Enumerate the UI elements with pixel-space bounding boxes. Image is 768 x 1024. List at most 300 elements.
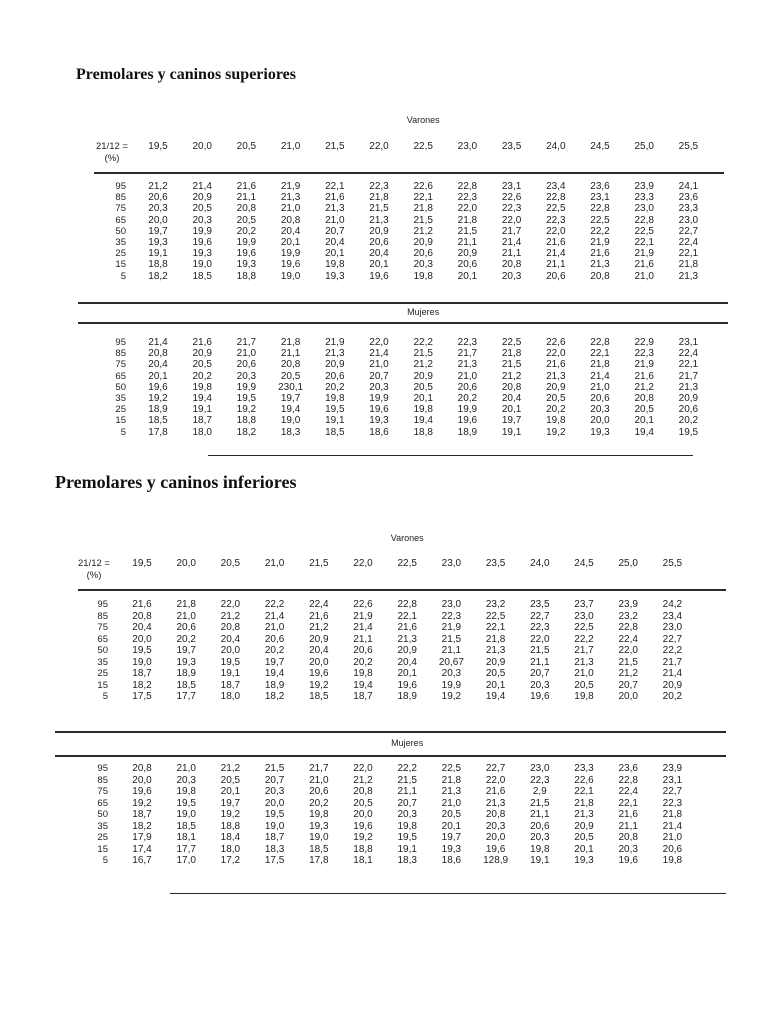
table-cell: 21,4 (353, 622, 373, 633)
table-cell: 20,8 (485, 809, 506, 820)
table-cell: 19,8 (530, 843, 550, 855)
header-divider (78, 589, 726, 591)
percentile-label: 25 (115, 404, 126, 416)
table-cell: 21,3 (325, 203, 345, 215)
table-cell: 18,8 (413, 426, 433, 438)
column-header: 19,5 (132, 558, 152, 569)
column-header: 22,5 (397, 558, 417, 569)
table-cell: 20,2 (176, 633, 196, 645)
table-cell: 20,6 (457, 381, 478, 393)
table-cell: 18,5 (192, 270, 212, 282)
header-label (78, 558, 110, 582)
table-cell: 18,4 (220, 832, 241, 843)
table-cell: 21,8 (501, 348, 522, 360)
table-cell: 19,6 (485, 843, 506, 855)
table-cell: 21,4 (662, 820, 683, 832)
table-cell: 19,1 (148, 248, 168, 260)
table-cell: 18,7 (353, 691, 373, 702)
table-cell: 21,2 (353, 774, 373, 786)
table-cell: 21,3 (485, 797, 506, 809)
table-cell: 21,3 (441, 786, 462, 797)
table-cell: 22,4 (309, 599, 329, 610)
table-cell: 19,5 (678, 426, 699, 438)
table-cell: 18,2 (132, 820, 152, 832)
table-cell: 20,2 (457, 393, 478, 404)
table-cell: 20,6 (590, 393, 610, 404)
table-cell: 20,4 (280, 225, 301, 237)
table-cell: 20,8 (353, 786, 373, 797)
table-cell: 18,2 (132, 679, 152, 691)
table-cell: 20,0 (590, 415, 610, 427)
group-title-mujeres: Mujeres (407, 307, 440, 317)
table-cell: 20,0 (148, 214, 168, 226)
table-cell: 19,2 (236, 404, 257, 416)
column-header: 25,5 (662, 558, 683, 569)
table-cell: 20,1 (280, 237, 301, 248)
percentile-label: 15 (97, 679, 108, 691)
table-cell: 24,2 (662, 599, 683, 610)
table-cell: 20,9 (413, 237, 433, 248)
header-label-line2: (%) (104, 153, 120, 164)
table-cell: 20,3 (413, 259, 433, 271)
table-cell: 20,1 (634, 415, 654, 427)
header-label-line1: 21/12 = (78, 558, 110, 569)
table-cell: 21,2 (634, 381, 654, 393)
column-header: 20,0 (176, 558, 196, 569)
table-cell: 21,7 (501, 225, 522, 237)
table-cell: 23,6 (618, 763, 638, 774)
table-cell: 21,2 (220, 763, 241, 774)
table-cell: 20,1 (441, 820, 462, 832)
table-cell: 21,0 (236, 348, 257, 360)
percentile-label: 65 (97, 633, 108, 645)
table-cell: 19,7 (176, 645, 196, 656)
table-cell: 21,4 (590, 370, 610, 382)
table-cell: 19,3 (148, 237, 168, 248)
table-cell: 20,9 (678, 393, 699, 404)
table-cell: 19,0 (132, 656, 152, 668)
table-cell: 20,9 (413, 370, 433, 382)
column-header: 21,0 (280, 141, 301, 152)
percentile-label: 95 (115, 181, 126, 192)
table-cell: 23,1 (662, 774, 683, 786)
table-cell: 16,7 (132, 855, 152, 866)
table-cell: 21,6 (634, 259, 654, 271)
table-cell: 18,8 (220, 820, 241, 832)
table-cell: 19,8 (574, 691, 594, 702)
table-cell: 17,0 (176, 855, 196, 866)
column-header: 22,0 (369, 141, 389, 152)
column-header: 23,5 (501, 141, 522, 152)
table-cell: 22,3 (634, 348, 654, 360)
table-cell: 21,1 (353, 633, 373, 645)
table-cell: 20,2 (264, 645, 285, 656)
table-cell: 22,8 (457, 181, 478, 192)
table-cell: 20,0 (309, 656, 329, 668)
table-cell: 20,9 (192, 192, 212, 204)
percentile-label: 15 (97, 843, 108, 855)
table-cell: 22,1 (397, 610, 417, 622)
table-cell: 20,3 (530, 832, 550, 843)
table-cell: 17,9 (132, 832, 152, 843)
table-cell: 18,7 (132, 668, 152, 679)
table-cell: 21,3 (678, 270, 699, 282)
table-cell: 19,8 (413, 270, 433, 282)
table-cell: 19,0 (176, 809, 196, 820)
table-cell: 20,8 (590, 270, 610, 282)
table-cell: 18,2 (264, 691, 285, 702)
table-cell: 20,4 (397, 656, 417, 668)
table-cell: 18,5 (148, 415, 168, 427)
table-cell: 22,1 (325, 181, 345, 192)
column-header: 21,0 (264, 558, 285, 569)
table-cell: 17,7 (176, 843, 196, 855)
table-cell: 21,0 (176, 610, 196, 622)
header-label-line1: 21/12 = (96, 141, 128, 152)
table-cell: 19,0 (280, 270, 301, 282)
table-cell: 128,9 (483, 855, 509, 866)
table-cell: 19,4 (634, 426, 654, 438)
table-bottom-rule (208, 455, 693, 456)
table-cell: 18,7 (192, 415, 212, 427)
percentile-label: 65 (115, 214, 126, 226)
table-cell: 19,2 (546, 426, 566, 438)
table-cell: 21,5 (530, 645, 550, 656)
table-cell: 19,3 (236, 259, 257, 271)
column-header: 22,0 (353, 558, 373, 569)
table-cell: 20,1 (369, 259, 389, 271)
table-cell: 20,7 (530, 668, 550, 679)
table-cell: 22,0 (457, 203, 478, 215)
column-header: 20,0 (192, 141, 212, 152)
table-cell: 19,4 (413, 415, 433, 427)
percentile-label: 95 (115, 337, 126, 348)
table-cell: 20,2 (546, 404, 566, 416)
table-cell: 21,4 (369, 348, 389, 360)
table-cell: 20,3 (369, 381, 389, 393)
table-cell: 18,8 (353, 843, 373, 855)
table-cell: 21,7 (457, 348, 478, 360)
table-cell: 19,7 (148, 225, 168, 237)
table-cell: 19,0 (264, 820, 285, 832)
table-cell: 20,1 (485, 679, 506, 691)
table-cell: 20,4 (309, 645, 329, 656)
percentile-label: 5 (120, 426, 126, 438)
table-cell: 19,1 (325, 415, 345, 427)
table-cell: 22,8 (618, 774, 638, 786)
table-cell: 20,4 (132, 622, 152, 633)
table-cell: 21,8 (457, 214, 478, 226)
table-cell: 20,6 (325, 370, 345, 382)
table-cell: 19,5 (264, 809, 285, 820)
table-cell: 21,0 (457, 370, 478, 382)
table-cell: 21,5 (264, 763, 285, 774)
percentile-label: 35 (97, 820, 108, 832)
percentile-label: 75 (115, 359, 126, 371)
table-cell: 20,8 (148, 348, 168, 360)
table-cell: 19,3 (441, 843, 462, 855)
table-cell: 21,1 (546, 259, 566, 271)
table-cell: 20,4 (220, 633, 241, 645)
table-cell: 21,3 (280, 192, 301, 204)
table-cell: 21,7 (662, 656, 683, 668)
column-header: 22,5 (413, 141, 433, 152)
table-cell: 21,3 (325, 348, 345, 360)
table-cell: 19,2 (309, 679, 329, 691)
table-cell: 20,3 (397, 809, 417, 820)
table-cell: 20,8 (132, 763, 152, 774)
column-header: 24,0 (546, 141, 566, 152)
table-cell: 21,6 (634, 370, 654, 382)
table-cell: 18,9 (264, 679, 285, 691)
table-cell: 20,2 (662, 691, 683, 702)
table-cell: 21,0 (325, 214, 345, 226)
table-cell: 23,1 (501, 181, 522, 192)
table-cell: 19,6 (132, 786, 152, 797)
table-cell: 20,5 (441, 809, 462, 820)
table-cell: 20,1 (574, 843, 594, 855)
table-cell: 19,5 (132, 645, 152, 656)
table-cell: 23,9 (618, 599, 638, 610)
table-cell: 20,2 (236, 225, 257, 237)
table-cell: 22,0 (546, 225, 566, 237)
table-cell: 21,3 (457, 359, 478, 371)
table-cell: 17,2 (220, 855, 241, 866)
table-cell: 21,5 (457, 225, 478, 237)
table-cell: 21,8 (176, 599, 196, 610)
percentile-label: 25 (97, 832, 108, 843)
table-cell: 19,8 (325, 259, 345, 271)
table-cell: 18,2 (148, 270, 168, 282)
table-cell: 23,2 (618, 610, 638, 622)
table-cell: 20,1 (325, 248, 345, 260)
table-cell: 20,8 (220, 622, 241, 633)
percentile-label: 95 (97, 599, 108, 610)
table-cell: 21,2 (309, 622, 329, 633)
table-cell: 20,0 (132, 633, 152, 645)
table-cell: 19,7 (264, 656, 285, 668)
table-cell: 19,8 (546, 415, 566, 427)
table-cell: 20,9 (662, 679, 683, 691)
table-cell: 18,9 (397, 691, 417, 702)
table-cell: 22,4 (618, 633, 638, 645)
table-cell: 21,8 (280, 337, 301, 348)
table-cell: 18,7 (220, 679, 241, 691)
table-cell: 20,1 (501, 404, 522, 416)
percentile-label: 50 (115, 381, 126, 393)
percentile-label: 35 (115, 237, 126, 248)
table-cell: 21,2 (501, 370, 522, 382)
table-cell: 21,2 (618, 668, 638, 679)
table-cell: 19,2 (353, 832, 373, 843)
table-cell: 21,5 (369, 203, 389, 215)
table-cell: 21,0 (634, 270, 654, 282)
table-cell: 22,1 (618, 797, 638, 809)
table-cell: 22,4 (678, 348, 699, 360)
table-cell: 20,1 (220, 786, 241, 797)
table-cell: 21,6 (397, 622, 417, 633)
table-cell: 23,3 (574, 763, 594, 774)
table-cell: 20,4 (148, 359, 168, 371)
table-cell: 18,0 (220, 843, 241, 855)
table-cell: 20,7 (397, 797, 417, 809)
percentile-label: 5 (120, 270, 126, 282)
table-cell: 22,5 (590, 214, 610, 226)
column-header: 24,5 (574, 558, 594, 569)
percentile-label: 85 (97, 774, 108, 786)
percentile-label: 25 (97, 668, 108, 679)
table-cell: 21,3 (678, 381, 699, 393)
table-cell: 20,9 (369, 225, 389, 237)
table-cell: 21,2 (148, 181, 168, 192)
table-cell: 20,9 (574, 820, 594, 832)
table-cell: 19,1 (397, 843, 417, 855)
percentile-label: 50 (115, 225, 126, 237)
table-cell: 22,5 (574, 622, 594, 633)
table-cell: 18,6 (441, 855, 462, 866)
table-cell: 22,8 (546, 192, 566, 204)
table-cell: 21,9 (280, 181, 301, 192)
table-cell: 20,5 (353, 797, 373, 809)
table-cell: 22,2 (413, 337, 433, 348)
table-cell: 19,6 (457, 415, 478, 427)
percentile-label: 75 (97, 622, 108, 633)
table-cell: 20,6 (309, 786, 329, 797)
table-cell: 22,3 (530, 622, 550, 633)
table-cell: 22,6 (353, 599, 373, 610)
column-header: 25,5 (678, 141, 699, 152)
table-cell: 22,3 (662, 797, 683, 809)
table-cell: 21,9 (441, 622, 462, 633)
table-cell: 22,0 (618, 645, 638, 656)
table-cell: 22,5 (501, 337, 522, 348)
table-cell: 21,6 (236, 181, 257, 192)
table-cell: 19,6 (397, 679, 417, 691)
table-cell: 20,5 (192, 203, 212, 215)
table-cell: 21,6 (618, 809, 638, 820)
percentile-label: 5 (102, 691, 108, 702)
table-cell: 21,4 (148, 337, 168, 348)
table-cell: 18,8 (236, 270, 257, 282)
table-cell: 22,1 (678, 248, 699, 260)
table-cell: 23,4 (546, 181, 566, 192)
table-cell: 22,0 (353, 763, 373, 774)
table-cell: 19,8 (176, 786, 196, 797)
table-cell: 20,8 (132, 610, 152, 622)
table-cell: 21,5 (413, 214, 433, 226)
table-cell: 21,3 (590, 259, 610, 271)
group-title-mujeres: Mujeres (391, 738, 424, 748)
table-cell: 20,6 (530, 820, 550, 832)
table-cell: 17,8 (148, 426, 168, 438)
table-cell: 20,2 (353, 656, 373, 668)
table-cell: 19,3 (325, 270, 345, 282)
table-cell: 24,1 (678, 181, 699, 192)
table-cell: 23,7 (574, 599, 594, 610)
table-cell: 18,7 (132, 809, 152, 820)
table-cell: 20,6 (457, 259, 478, 271)
table-cell: 18,5 (309, 843, 329, 855)
table-cell: 20,7 (264, 774, 285, 786)
table-cell: 22,1 (485, 622, 506, 633)
table-cell: 19,0 (309, 832, 329, 843)
table-cell: 21,8 (369, 192, 389, 204)
table-cell: 21,0 (309, 774, 329, 786)
table-cell: 20,3 (176, 774, 196, 786)
table-cell: 19,9 (236, 381, 257, 393)
table-cell: 20,3 (148, 203, 168, 215)
table-cell: 20,6 (176, 622, 196, 633)
table-cell: 21,8 (678, 259, 699, 271)
table-cell: 17,4 (132, 843, 152, 855)
table-cell: 19,9 (369, 393, 389, 404)
table-cell: 20,1 (457, 270, 478, 282)
table-cell: 20,0 (132, 774, 152, 786)
table-cell: 20,8 (501, 381, 522, 393)
table-cell: 22,3 (441, 610, 462, 622)
table-cell: 20,5 (236, 214, 257, 226)
table-cell: 21,1 (618, 820, 638, 832)
percentile-label: 15 (115, 415, 126, 427)
table-cell: 21,9 (634, 248, 654, 260)
table-cell: 21,0 (176, 763, 196, 774)
table-cell: 22,3 (457, 337, 478, 348)
table-cell: 21,6 (485, 786, 506, 797)
table-cell: 21,9 (634, 359, 654, 371)
table-cell: 20,9 (485, 656, 506, 668)
group-title-varones: Varones (390, 533, 424, 543)
table-cell: 22,4 (678, 237, 699, 248)
table-cell: 20,7 (369, 370, 389, 382)
table-cell: 22,7 (662, 786, 683, 797)
table-cell: 19,1 (192, 404, 212, 416)
table-cell: 21,1 (397, 786, 417, 797)
section-heading-superiores: Premolares y caninos superiores (76, 66, 296, 83)
table-cell: 21,4 (264, 610, 285, 622)
table-cell: 19,6 (353, 820, 373, 832)
table-cell: 20,5 (220, 774, 241, 786)
column-header: 20,5 (220, 558, 241, 569)
table-cell: 22,7 (485, 763, 506, 774)
table-cell: 21,3 (546, 370, 566, 382)
table-cell: 21,0 (590, 381, 610, 393)
header-label (96, 141, 128, 165)
table-cell: 21,2 (413, 359, 433, 371)
table-cell: 20,1 (148, 370, 168, 382)
table-cell: 21,5 (618, 656, 638, 668)
table-cell: 20,9 (457, 248, 478, 260)
column-header: 25,0 (634, 141, 654, 152)
table-cell: 21,2 (220, 610, 241, 622)
percentile-label: 35 (115, 393, 126, 404)
table-cell: 21,2 (413, 225, 433, 237)
table-cell: 19,8 (662, 855, 683, 866)
table-cell: 230,1 (278, 381, 304, 393)
table-cell: 21,7 (309, 763, 329, 774)
table-cell: 19,6 (309, 668, 329, 679)
table-cell: 20,6 (662, 843, 683, 855)
table-cell: 23,6 (678, 192, 699, 204)
table-cell: 19,1 (220, 668, 241, 679)
table-cell: 18,2 (236, 426, 257, 438)
table-cell: 23,0 (530, 763, 550, 774)
table-cell: 19,3 (590, 426, 610, 438)
table-cell: 20,8 (618, 832, 638, 843)
table-cell: 20,6 (369, 237, 389, 248)
table-cell: 22,0 (485, 774, 506, 786)
table-cell: 19,4 (353, 679, 373, 691)
table-cell: 19,6 (530, 691, 550, 702)
